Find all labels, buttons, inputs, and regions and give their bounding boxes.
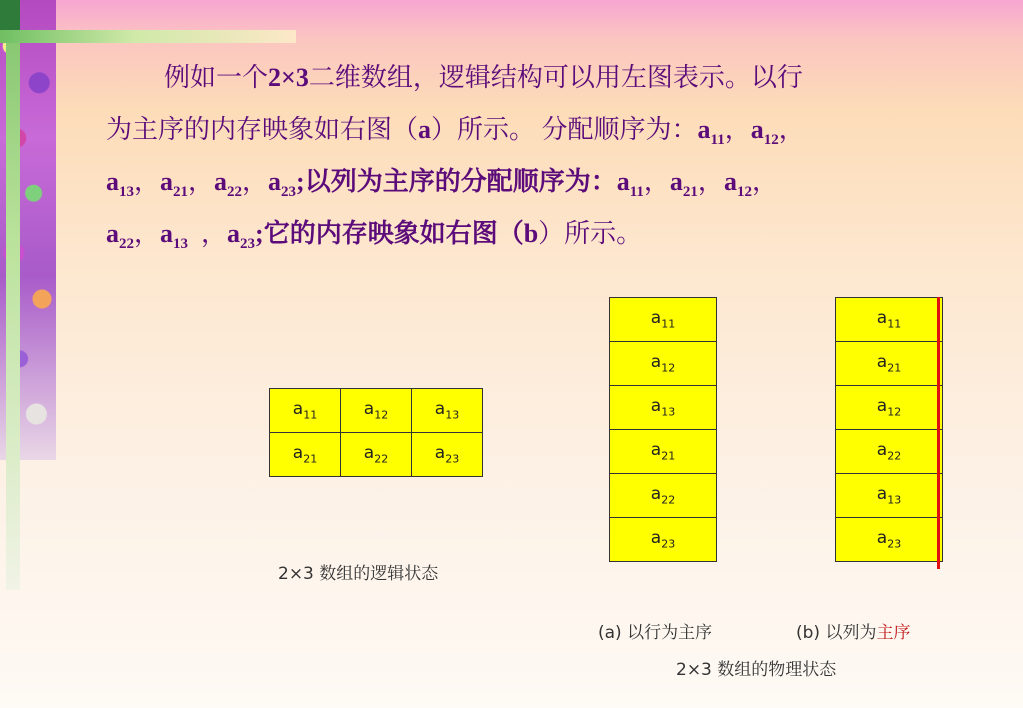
table-row [836, 342, 943, 386]
table-row [610, 430, 717, 474]
table-row [836, 298, 943, 342]
table-row [610, 298, 717, 342]
array-cell: $a_{11}$ [270, 389, 341, 433]
explanation-paragraph: 例如一个2×3二维数组，逻辑结构可以用左图表示。以行 为主序的内存映象如右图（a）所示。 分配顺序为：$a_{11}$，$a_{12}$， $a_{13}$，$a_{21}$，$a_{22}$，$a_{23}$;以列为主序的分配顺序为：$a_{11}$，$a_{21}$，$a_{12}$， $a_{22}$，$a_{13}$ ，$a_{23}$;它的内存映象如右图（b）所示。 [106, 63, 805, 252]
table-row [610, 474, 717, 518]
memory-cell: $a_{11}$ [610, 298, 717, 342]
row-major-memory-table [609, 297, 717, 562]
table-row [610, 386, 717, 430]
table-row [610, 342, 717, 386]
column-major-memory-table [835, 297, 943, 562]
row-major-caption: (a) 以行为主序 [598, 623, 713, 643]
memory-cell: $a_{13}$ [610, 386, 717, 430]
array-cell: $a_{22}$ [341, 433, 412, 477]
column-major-caption: (b) 以列为主序 [796, 623, 911, 643]
array-cell: $a_{12}$ [341, 389, 412, 433]
memory-cell: $a_{11}$ [836, 298, 943, 342]
table-row [836, 430, 943, 474]
logical-caption: 2×3 数组的逻辑状态 [278, 564, 439, 584]
decorative-vertical-bar [6, 0, 20, 590]
memory-cell: $a_{12}$ [610, 342, 717, 386]
memory-cell: $a_{21}$ [836, 342, 943, 386]
memory-cell: $a_{22}$ [836, 430, 943, 474]
memory-cell: $a_{13}$ [836, 474, 943, 518]
memory-cell: $a_{23}$ [836, 518, 943, 562]
array-cell: $a_{21}$ [270, 433, 341, 477]
table-row [836, 386, 943, 430]
table-row [610, 518, 717, 562]
memory-cell: $a_{12}$ [836, 386, 943, 430]
table-row [270, 433, 483, 477]
decorative-corner [0, 0, 20, 30]
table-row [270, 389, 483, 433]
array-cell: $a_{13}$ [412, 389, 483, 433]
memory-cell: $a_{22}$ [610, 474, 717, 518]
memory-cell: $a_{21}$ [610, 430, 717, 474]
table-row [836, 474, 943, 518]
memory-cell: $a_{23}$ [610, 518, 717, 562]
physical-caption: 2×3 数组的物理状态 [676, 660, 837, 680]
decorative-horizontal-bar [0, 30, 296, 43]
logical-array-table [269, 388, 483, 477]
array-cell: $a_{23}$ [412, 433, 483, 477]
table-row [836, 518, 943, 562]
table-edge-shadow [937, 297, 940, 569]
